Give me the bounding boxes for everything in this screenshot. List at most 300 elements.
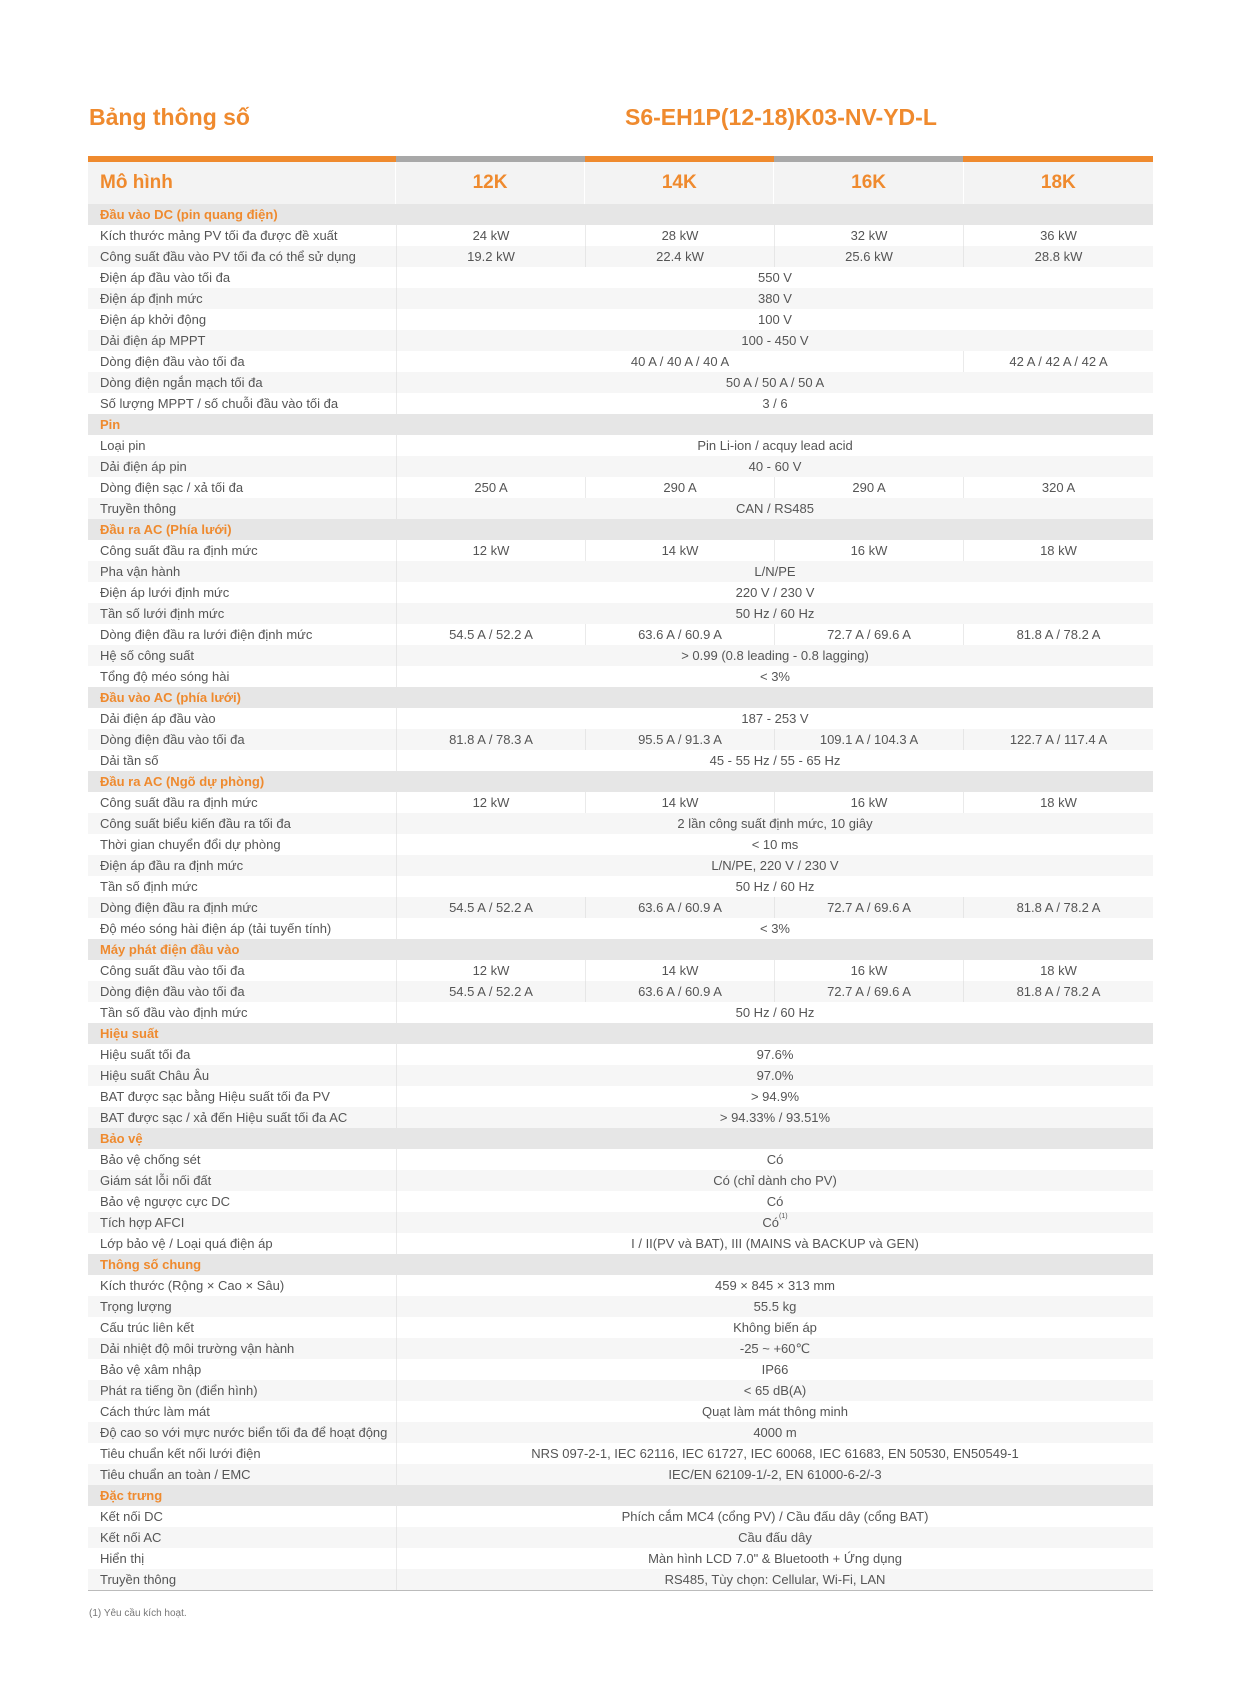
- spec-value: [396, 372, 1153, 393]
- spec-value: [963, 624, 1153, 645]
- spec-value-text: CAN / RS485: [735, 501, 815, 516]
- model-12k: 12K: [395, 162, 584, 204]
- spec-value-text: IP66: [761, 1362, 789, 1377]
- spec-value: [396, 1317, 1153, 1338]
- spec-row: [88, 435, 1153, 456]
- spec-value: [396, 1527, 1153, 1548]
- page-title: Bảng thông số: [89, 104, 250, 130]
- spec-value-text: 550 V: [758, 270, 792, 285]
- spec-label: Dải điện áp pin: [100, 459, 187, 474]
- spec-row: [88, 498, 1153, 519]
- spec-row: [88, 918, 1153, 939]
- spec-value: [585, 981, 774, 1002]
- spec-value: [396, 876, 1153, 897]
- spec-value-text: Có (chỉ dành cho PV): [713, 1173, 837, 1188]
- spec-value: [396, 897, 585, 918]
- spec-label: Bảo vệ xâm nhập: [100, 1362, 202, 1377]
- spec-value: [396, 918, 1153, 939]
- spec-row: [88, 645, 1153, 666]
- section-header: Hiệu suất: [88, 1023, 1153, 1044]
- spec-value: [396, 960, 585, 981]
- spec-label: Tiêu chuẩn kết nối lưới điện: [100, 1446, 261, 1461]
- spec-value-text: 72.7 A / 69.6 A: [827, 627, 911, 642]
- spec-label: Bảo vệ chống sét: [100, 1152, 201, 1167]
- spec-value-text: 50 A / 50 A / 50 A: [725, 375, 825, 390]
- spec-value: [396, 792, 585, 813]
- section-header: Đầu ra AC (Ngõ dự phòng): [88, 771, 1153, 792]
- spec-row: [88, 1212, 1153, 1233]
- spec-row: [88, 792, 1153, 813]
- spec-value: [396, 813, 1153, 834]
- spec-label: Dải tần số: [100, 753, 159, 768]
- spec-value-text: 54.5 A / 52.2 A: [449, 984, 533, 999]
- spec-row: [88, 876, 1153, 897]
- spec-label: Điện áp đầu vào tối đa: [100, 270, 231, 285]
- spec-value: [963, 477, 1153, 498]
- spec-row: [88, 960, 1153, 981]
- spec-value: [396, 330, 1153, 351]
- spec-value-text: 63.6 A / 60.9 A: [638, 627, 722, 642]
- section-rows: [88, 1275, 1153, 1485]
- spec-row: [88, 1086, 1153, 1107]
- spec-row: [88, 288, 1153, 309]
- spec-label: Điện áp đầu ra định mức: [100, 858, 244, 873]
- spec-label: Kết nối AC: [100, 1530, 162, 1545]
- spec-row: [88, 1317, 1153, 1338]
- section-header: Thông số chung: [88, 1254, 1153, 1275]
- spec-value-text: 290 A: [663, 480, 697, 495]
- spec-value: [396, 1233, 1153, 1254]
- spec-value-text: 81.8 A / 78.2 A: [1016, 900, 1101, 915]
- spec-value: [396, 708, 1153, 729]
- spec-row: [88, 834, 1153, 855]
- section-rows: [88, 792, 1153, 939]
- spec-value: [396, 1443, 1153, 1464]
- section-rows: [88, 540, 1153, 687]
- spec-row: [88, 1107, 1153, 1128]
- spec-value: [774, 624, 963, 645]
- spec-row: [88, 267, 1153, 288]
- spec-label: Giám sát lỗi nối đất: [100, 1173, 212, 1188]
- spec-value: [396, 1107, 1153, 1128]
- spec-value-text: < 65 dB(A): [743, 1383, 807, 1398]
- spec-value: [396, 1002, 1153, 1023]
- spec-value: [585, 897, 774, 918]
- spec-value-text: > 0.99 (0.8 leading - 0.8 lagging): [681, 648, 869, 663]
- top-bar-label: [88, 156, 396, 162]
- spec-value-text: 63.6 A / 60.9 A: [638, 984, 722, 999]
- spec-label: Cách thức làm mát: [100, 1404, 210, 1419]
- spec-label: Công suất biểu kiến đầu ra tối đa: [100, 816, 291, 831]
- spec-label: Pha vận hành: [100, 564, 181, 579]
- spec-label: Dòng điện đầu ra lưới điện định mức: [100, 627, 313, 642]
- spec-value: [396, 1464, 1153, 1485]
- spec-value-text: 14 kW: [661, 963, 699, 978]
- spec-value: [396, 1380, 1153, 1401]
- footnote-marker: (1): [779, 1213, 788, 1220]
- spec-row: [88, 729, 1153, 750]
- spec-label: Tích hợp AFCI: [100, 1215, 185, 1230]
- spec-value: [774, 897, 963, 918]
- spec-row: [88, 582, 1153, 603]
- spec-value-text: > 94.9%: [750, 1089, 800, 1104]
- spec-value-text: 16 kW: [850, 963, 888, 978]
- section-rows: [88, 1506, 1153, 1590]
- spec-label: Truyền thông: [100, 501, 177, 516]
- spec-row: [88, 603, 1153, 624]
- spec-label: Kích thước mảng PV tối đa được đề xuất: [100, 228, 338, 243]
- spec-value-text: 54.5 A / 52.2 A: [449, 900, 533, 915]
- spec-value-text: 97.6%: [756, 1047, 794, 1062]
- spec-label: Tiêu chuẩn an toàn / EMC: [100, 1467, 251, 1482]
- spec-value-text: Có: [766, 1194, 784, 1209]
- spec-value-text: 380 V: [758, 291, 792, 306]
- spec-value: [396, 456, 1153, 477]
- spec-value: [396, 393, 1153, 414]
- spec-value-text: Có: [762, 1215, 780, 1230]
- spec-value-text: 4000 m: [753, 1425, 797, 1440]
- spec-value: [585, 960, 774, 981]
- spec-value: [396, 666, 1153, 687]
- spec-value: [396, 435, 1153, 456]
- spec-value: [396, 1212, 1153, 1233]
- spec-row: [88, 897, 1153, 918]
- spec-value: [774, 540, 963, 561]
- spec-value-text: 18 kW: [1040, 963, 1077, 978]
- spec-row: [88, 666, 1153, 687]
- spec-label: Công suất đầu ra định mức: [100, 795, 258, 810]
- spec-row: [88, 1002, 1153, 1023]
- spec-label: Bảo vệ ngược cực DC: [100, 1194, 230, 1209]
- spec-label: Loại pin: [100, 438, 146, 453]
- spec-value: [396, 1170, 1153, 1191]
- spec-value: [963, 246, 1153, 267]
- spec-value-text: Có: [766, 1152, 784, 1167]
- spec-label: Điện áp khởi động: [100, 312, 207, 327]
- spec-value: [585, 792, 774, 813]
- spec-value-text: 22.4 kW: [656, 249, 704, 264]
- spec-value-text: 28 kW: [661, 228, 699, 243]
- model-14k: 14K: [584, 162, 773, 204]
- spec-label: BAT được sạc bằng Hiệu suất tối đa PV: [100, 1089, 330, 1104]
- section-header: Đầu vào DC (pin quang điện): [88, 204, 1153, 225]
- spec-value-text: 220 V / 230 V: [735, 585, 815, 600]
- spec-value: [396, 624, 585, 645]
- spec-value: [396, 267, 1153, 288]
- spec-value: [396, 834, 1153, 855]
- spec-value-text: 18 kW: [1040, 795, 1077, 810]
- spec-label: Công suất đầu vào tối đa: [100, 963, 245, 978]
- spec-row: [88, 1065, 1153, 1086]
- spec-label: Điện áp lưới định mức: [100, 585, 230, 600]
- spec-value: [963, 897, 1153, 918]
- spec-label: Kết nối DC: [100, 1509, 163, 1524]
- spec-row: [88, 1149, 1153, 1170]
- spec-row: [88, 750, 1153, 771]
- spec-value-text: 54.5 A / 52.2 A: [449, 627, 533, 642]
- spec-row: [88, 1233, 1153, 1254]
- spec-row: [88, 1359, 1153, 1380]
- spec-value-text: 40 A / 40 A / 40 A: [630, 354, 730, 369]
- spec-value: [396, 1086, 1153, 1107]
- spec-value-text: 459 × 845 × 313 mm: [715, 1278, 835, 1293]
- spec-value: [396, 1065, 1153, 1086]
- spec-value-text: 81.8 A / 78.3 A: [449, 732, 533, 747]
- spec-value-text: 72.7 A / 69.6 A: [827, 984, 911, 999]
- spec-label: Kích thước (Rộng × Cao × Sâu): [100, 1278, 285, 1293]
- spec-row: [88, 393, 1153, 414]
- spec-value: [396, 1044, 1153, 1065]
- spec-row: [88, 1506, 1153, 1527]
- spec-value: [396, 351, 963, 372]
- spec-value: [396, 981, 585, 1002]
- spec-label: Trọng lượng: [100, 1299, 172, 1314]
- spec-row: [88, 540, 1153, 561]
- spec-row: [88, 1296, 1153, 1317]
- spec-label: Hiển thị: [100, 1551, 145, 1566]
- spec-value-text: 16 kW: [850, 795, 888, 810]
- spec-row: [88, 708, 1153, 729]
- spec-value: [396, 1548, 1153, 1569]
- spec-row: [88, 1275, 1153, 1296]
- spec-value: [963, 729, 1153, 750]
- spec-row: [88, 225, 1153, 246]
- spec-value-text: 24 kW: [472, 228, 510, 243]
- spec-value-text: 97.0%: [756, 1068, 794, 1083]
- section-rows: [88, 708, 1153, 771]
- spec-value-text: I / II(PV và BAT), III (MAINS và BACKUP và GEN): [631, 1236, 919, 1251]
- model-series-title: S6-EH1P(12-18)K03-NV-YD-L: [625, 104, 937, 130]
- spec-row: [88, 330, 1153, 351]
- spec-value-text: 18 kW: [1040, 543, 1077, 558]
- section-header: Đầu ra AC (Phía lưới): [88, 519, 1153, 540]
- spec-value-text: 25.6 kW: [845, 249, 893, 264]
- spec-value: [774, 960, 963, 981]
- spec-label: Công suất đầu ra định mức: [100, 543, 258, 558]
- spec-label: Số lượng MPPT / số chuỗi đầu vào tối đa: [100, 396, 339, 411]
- spec-value-text: 12 kW: [472, 963, 510, 978]
- spec-value: [396, 645, 1153, 666]
- spec-row: [88, 813, 1153, 834]
- spec-label: Độ méo sóng hài điện áp (tải tuyến tính): [100, 921, 332, 936]
- spec-value-text: Pin Li-ion / acquy lead acid: [697, 438, 853, 453]
- spec-value: [396, 1191, 1153, 1212]
- spec-row: [88, 372, 1153, 393]
- spec-label: Dòng điện ngắn mạch tối đa: [100, 375, 263, 390]
- section-header: Pin: [88, 414, 1153, 435]
- spec-label: Hệ số công suất: [100, 648, 194, 663]
- spec-value-text: < 3%: [760, 921, 790, 936]
- spec-value-text: Phích cắm MC4 (cổng PV) / Cầu đấu dây (cổng BAT): [621, 1509, 929, 1524]
- section-header: Đặc trưng: [88, 1485, 1153, 1506]
- spec-value: [774, 792, 963, 813]
- spec-value-text: < 10 ms: [751, 837, 799, 852]
- spec-value: [963, 960, 1153, 981]
- spec-value-text: 50 Hz / 60 Hz: [735, 1005, 815, 1020]
- spec-label: Dải nhiệt độ môi trường vận hành: [100, 1341, 295, 1356]
- spec-row: [88, 1569, 1153, 1590]
- spec-value-text: 187 - 253 V: [741, 711, 809, 726]
- spec-row: [88, 1548, 1153, 1569]
- spec-value: [396, 1359, 1153, 1380]
- spec-value: [585, 624, 774, 645]
- spec-value: [396, 1569, 1153, 1590]
- spec-label: Truyền thông: [100, 1572, 177, 1587]
- spec-label: Độ cao so với mực nước biển tối đa để hoạt động: [100, 1425, 388, 1440]
- spec-label: Tổng độ méo sóng hài: [100, 669, 230, 684]
- spec-value: [774, 729, 963, 750]
- spec-label: Dòng điện đầu ra định mức: [100, 900, 258, 915]
- spec-value: [396, 1506, 1153, 1527]
- spec-value: [396, 288, 1153, 309]
- spec-value-text: 14 kW: [661, 543, 699, 558]
- spec-value: [396, 750, 1153, 771]
- spec-row: [88, 1464, 1153, 1485]
- spec-value-text: 50 Hz / 60 Hz: [735, 879, 815, 894]
- spec-row: [88, 1170, 1153, 1191]
- spec-row: [88, 1401, 1153, 1422]
- footnote: (1) Yêu cầu kích hoạt.: [89, 1608, 187, 1619]
- spec-value-text: 81.8 A / 78.2 A: [1016, 984, 1101, 999]
- spec-value-text: 19.2 kW: [467, 249, 515, 264]
- spec-label: Dải điện áp MPPT: [100, 333, 206, 348]
- spec-value: [396, 477, 585, 498]
- spec-value-text: 12 kW: [472, 543, 510, 558]
- spec-value-text: 122.7 A / 117.4 A: [1009, 732, 1108, 747]
- spec-value: [774, 981, 963, 1002]
- spec-row: [88, 246, 1153, 267]
- spec-value-text: 63.6 A / 60.9 A: [638, 900, 722, 915]
- spec-value: [396, 1338, 1153, 1359]
- spec-value-text: Cầu đấu dây: [738, 1530, 812, 1545]
- spec-label: Điện áp định mức: [100, 291, 203, 306]
- spec-row: [88, 1338, 1153, 1359]
- spec-value-text: 320 A: [1041, 480, 1076, 495]
- spec-value-text: 32 kW: [850, 228, 888, 243]
- spec-value-text: Màn hình LCD 7.0" & Bluetooth + Ứng dụng: [648, 1551, 902, 1566]
- spec-value: [396, 855, 1153, 876]
- section-header: Đầu vào AC (phía lưới): [88, 687, 1153, 708]
- spec-value: [774, 246, 963, 267]
- spec-label: Công suất đầu vào PV tối đa có thể sử dụng: [100, 249, 356, 264]
- spec-value-text: 109.1 A / 104.3 A: [819, 732, 919, 747]
- table-body: [88, 204, 1153, 1590]
- spec-value: [585, 477, 774, 498]
- spec-value-text: 45 - 55 Hz / 55 - 65 Hz: [709, 753, 841, 768]
- spec-value: [963, 351, 1153, 372]
- spec-value-text: 55.5 kg: [753, 1299, 797, 1314]
- table-bottom-rule: [88, 1590, 1153, 1591]
- spec-label: Thời gian chuyển đổi dự phòng: [100, 837, 281, 852]
- spec-row: [88, 1191, 1153, 1212]
- spec-value-text: 95.5 A / 91.3 A: [638, 732, 722, 747]
- spec-value-text: 81.8 A / 78.2 A: [1016, 627, 1101, 642]
- spec-value-text: 42 A / 42 A / 42 A: [1009, 354, 1108, 369]
- spec-row: [88, 981, 1153, 1002]
- spec-value-text: > 94.33% / 93.51%: [719, 1110, 831, 1125]
- spec-value-text: 14 kW: [661, 795, 699, 810]
- spec-value: [396, 246, 585, 267]
- spec-value: [396, 1296, 1153, 1317]
- model-column-label: Mô hình: [100, 172, 173, 193]
- spec-value: [963, 225, 1153, 246]
- spec-value-text: 3 / 6: [762, 396, 788, 411]
- table-header: [88, 162, 1153, 204]
- spec-value: [585, 729, 774, 750]
- section-rows: [88, 960, 1153, 1023]
- spec-row: [88, 855, 1153, 876]
- spec-value-text: 40 - 60 V: [748, 459, 802, 474]
- section-rows: [88, 435, 1153, 519]
- spec-value: [585, 225, 774, 246]
- spec-row: [88, 1044, 1153, 1065]
- spec-label: Dải điện áp đầu vào: [100, 711, 216, 726]
- spec-row: [88, 1380, 1153, 1401]
- model-16k: 16K: [773, 162, 962, 204]
- spec-row: [88, 477, 1153, 498]
- spec-value: [396, 498, 1153, 519]
- spec-label: BAT được sạc / xả đến Hiệu suất tối đa AC: [100, 1110, 348, 1125]
- spec-value-text: L/N/PE, 220 V / 230 V: [711, 858, 839, 873]
- spec-value-text: 100 - 450 V: [741, 333, 809, 348]
- spec-value-text: < 3%: [760, 669, 790, 684]
- spec-value: [396, 582, 1153, 603]
- spec-value-text: IEC/EN 62109-1/-2, EN 61000-6-2/-3: [668, 1467, 882, 1482]
- spec-table: [88, 156, 1153, 1591]
- spec-row: [88, 1443, 1153, 1464]
- spec-value: [396, 1401, 1153, 1422]
- spec-value-text: RS485, Tùy chọn: Cellular, Wi-Fi, LAN: [664, 1572, 886, 1587]
- spec-value-text: Quạt làm mát thông minh: [702, 1404, 848, 1419]
- section-rows: [88, 1149, 1153, 1254]
- section-header: Bảo vệ: [88, 1128, 1153, 1149]
- spec-value: [963, 981, 1153, 1002]
- spec-value-text: 290 A: [852, 480, 886, 495]
- model-18k: 18K: [963, 162, 1153, 204]
- spec-value: [396, 603, 1153, 624]
- spec-label: Tần số đầu vào định mức: [100, 1005, 248, 1020]
- spec-value: [585, 246, 774, 267]
- spec-row: [88, 624, 1153, 645]
- spec-value-text: 72.7 A / 69.6 A: [827, 900, 911, 915]
- spec-row: [88, 309, 1153, 330]
- spec-value-text: 36 kW: [1040, 228, 1077, 243]
- spec-value-text: 16 kW: [850, 543, 888, 558]
- spec-label: Phát ra tiếng ồn (điển hình): [100, 1383, 258, 1398]
- spec-value: [396, 1275, 1153, 1296]
- section-rows: [88, 1044, 1153, 1128]
- spec-value: [963, 792, 1153, 813]
- spec-label: Dòng điện đầu vào tối đa: [100, 354, 245, 369]
- spec-value: [585, 540, 774, 561]
- spec-label: Tần số lưới định mức: [100, 606, 225, 621]
- spec-label: Dòng điện đầu vào tối đa: [100, 984, 245, 999]
- section-header: Máy phát điện đầu vào: [88, 939, 1153, 960]
- spec-value-text: 100 V: [758, 312, 792, 327]
- spec-value: [963, 540, 1153, 561]
- spec-value-text: Không biến áp: [733, 1320, 817, 1335]
- section-rows: [88, 225, 1153, 414]
- spec-value-text: 28.8 kW: [1034, 249, 1083, 264]
- spec-value-text: 2 lần công suất định mức, 10 giây: [677, 816, 873, 831]
- spec-label: Hiệu suất tối đa: [100, 1047, 191, 1062]
- spec-value-text: L/N/PE: [754, 564, 796, 579]
- spec-value: [774, 225, 963, 246]
- spec-value: [396, 561, 1153, 582]
- spec-value-text: NRS 097-2-1, IEC 62116, IEC 61727, IEC 60068, IEC 61683, EN 50530, EN50549-1: [531, 1446, 1019, 1461]
- spec-label: Cấu trúc liên kết: [100, 1320, 194, 1335]
- spec-value: [396, 225, 585, 246]
